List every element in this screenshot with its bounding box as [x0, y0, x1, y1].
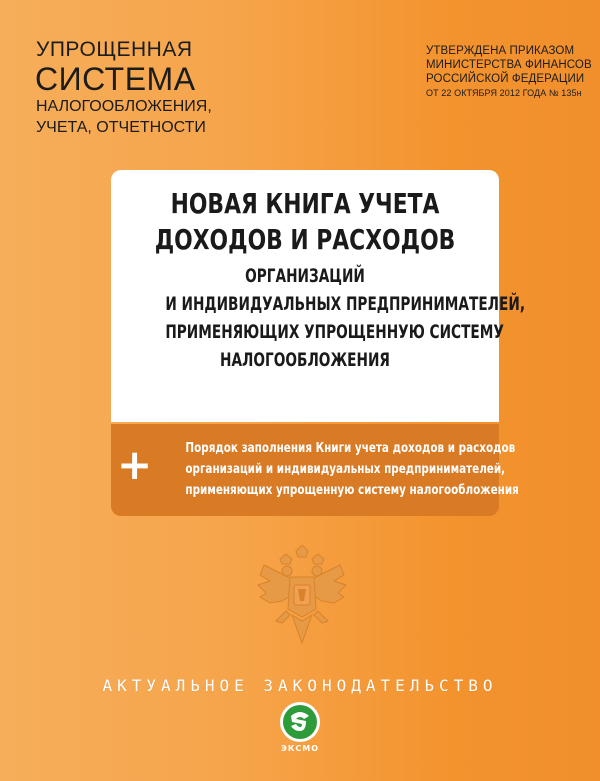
plus-icon: + [117, 440, 153, 489]
approval-line-1: УТВЕРЖДЕНА ПРИКАЗОМ [426, 45, 575, 57]
bonus-band [111, 424, 519, 516]
subtitle-line-1: ОРГАНИЗАЦИЙ [245, 265, 365, 287]
approval-line-4: ОТ 22 ОКТЯБРЯ 2012 ГОДА № 135н [426, 88, 582, 98]
publisher-name: ЭКСМО [280, 744, 320, 753]
series-line-2: СИСТЕМА [35, 61, 196, 97]
bonus-line-2: организаций и индивидуальных предпринимателей, [185, 462, 506, 477]
bonus-line-1: Порядок заполнения Книги учета доходов и расходов [185, 441, 516, 456]
book-title-line-1: НОВАЯ КНИГА УЧЕТА [170, 187, 440, 220]
series-line-3: НАЛОГООБЛОЖЕНИЯ, [36, 98, 212, 115]
title-panel [111, 170, 526, 422]
eksmo-logo-icon [278, 700, 322, 744]
bonus-line-3: применяющих упрощенную систему налогообложения [185, 483, 519, 498]
coat-of-arms-icon [256, 545, 348, 647]
approval-line-3: РОССИЙСКОЙ ФЕДЕРАЦИИ [426, 73, 585, 85]
series-title [36, 38, 212, 138]
approval-note [426, 44, 592, 100]
book-title-line-2: ДОХОДОВ И РАСХОДОВ [154, 223, 456, 256]
series-line-4: УЧЕТА, ОТЧЕТНОСТИ [36, 119, 206, 136]
tagline: АКТУАЛЬНОЕ ЗАКОНОДАТЕЛЬСТВО [102, 676, 498, 695]
series-line-1: УПРОЩЕННАЯ [36, 38, 193, 61]
subtitle-line-2: И ИНДИВИДУАЛЬНЫХ ПРЕДПРИНИМАТЕЛЕЙ, [165, 293, 526, 315]
bonus-text [151, 438, 519, 501]
subtitle-line-4: НАЛОГООБЛОЖЕНИЯ [220, 349, 390, 371]
subtitle-line-3: ПРИМЕНЯЮЩИХ УПРОЩЕННУЮ СИСТЕМУ [165, 321, 504, 343]
approval-line-2: МИНИСТЕРСТВА ФИНАНСОВ [426, 59, 592, 71]
